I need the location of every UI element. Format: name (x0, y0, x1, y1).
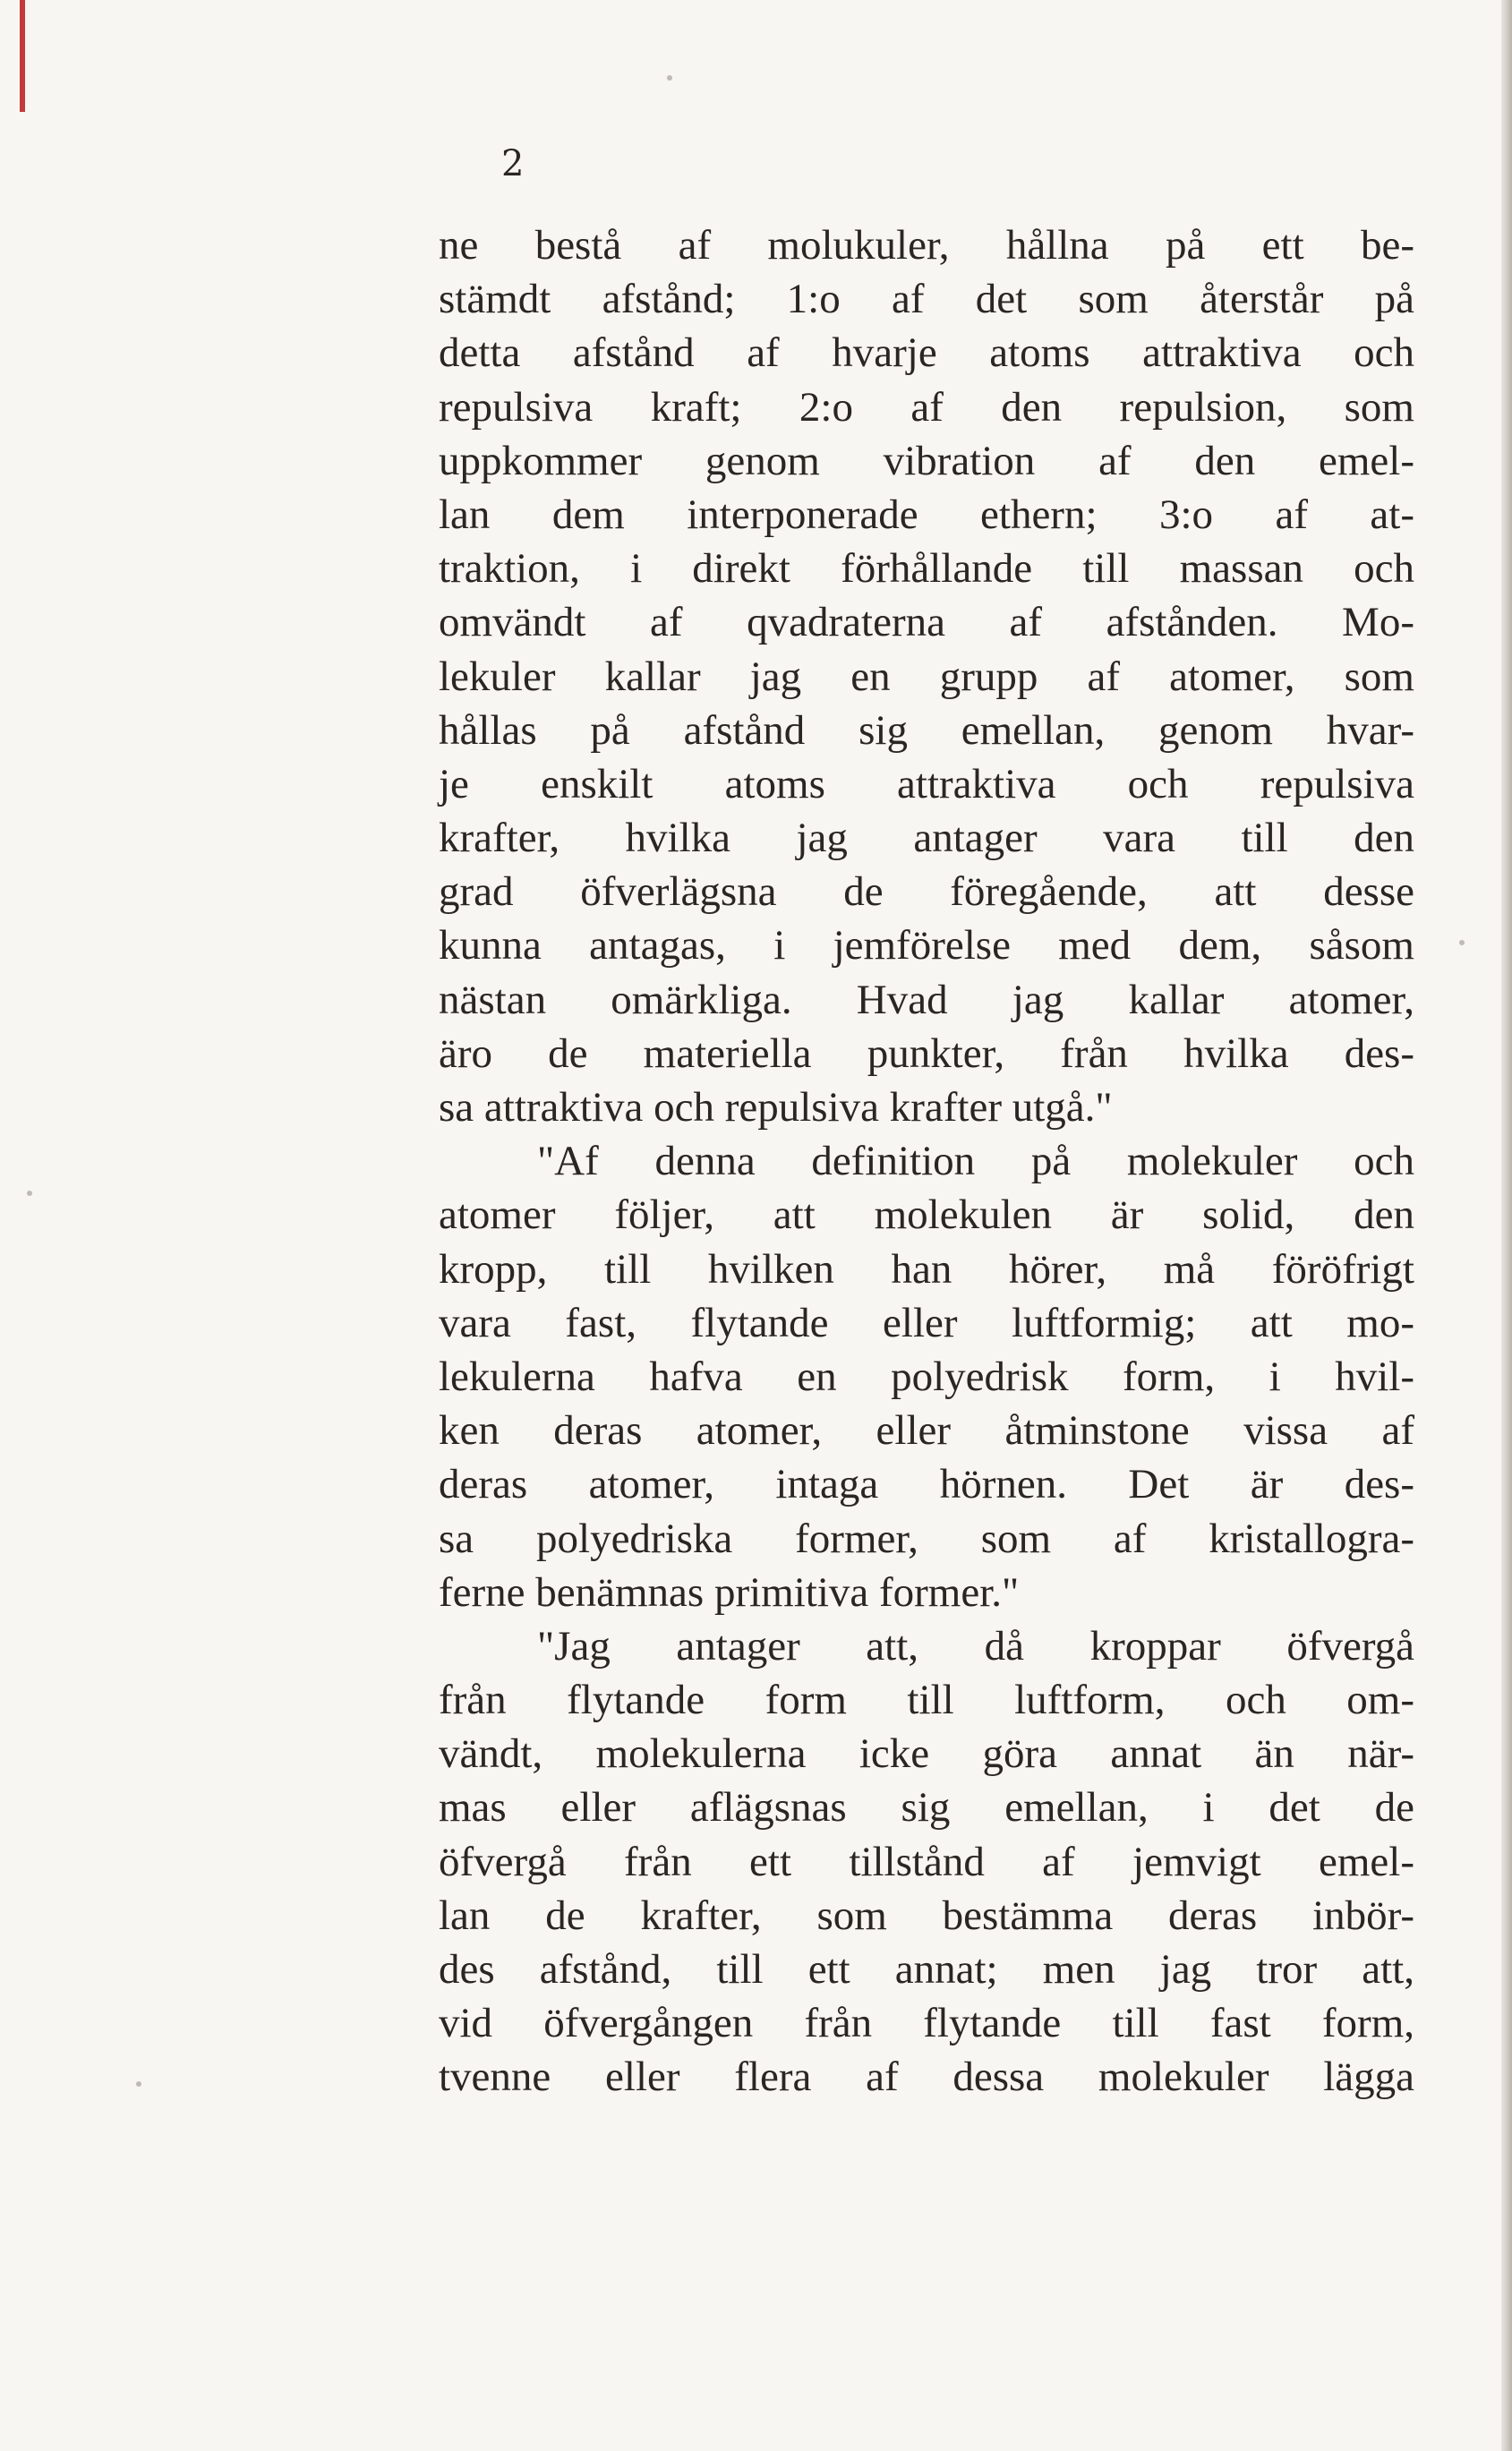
text-line: stämdt afstånd; 1:o af det som återstår på (439, 276, 1414, 323)
text-line: grad öfverlägsna de föregående, att desse (439, 868, 1414, 916)
paper-speck (27, 1191, 32, 1196)
text-line: tvenne eller flera af dessa molekuler lägga (439, 2054, 1414, 2101)
text-line: uppkommer genom vibration af den emel- (439, 437, 1414, 484)
text-line: krafter, hvilka jag antager vara till den (439, 815, 1414, 862)
body-text (439, 218, 1414, 2105)
text-line: ferne benämnas primitiva former." (439, 1568, 1020, 1616)
text-line: lekulerna hafva en polyedrisk form, i hvil- (439, 1353, 1414, 1400)
text-line: nästan omärkliga. Hvad jag kallar atomer, (439, 976, 1414, 1023)
text-line: atomer följer, att molekulen är solid, den (439, 1191, 1414, 1239)
margin-rule (20, 0, 25, 112)
paper-speck (667, 75, 672, 81)
text-line: "Af denna definition på molekuler och (537, 1138, 1414, 1185)
text-line: des afstånd, till ett annat; men jag tror att, (439, 1946, 1414, 1993)
text-line: kropp, till hvilken han hörer, må föröfrigt (439, 1245, 1414, 1293)
text-line: äro de materiella punkter, från hvilka des- (439, 1029, 1414, 1077)
paper-speck (1459, 940, 1465, 945)
text-line: ne bestå af molukuler, hållna på ett be- (439, 222, 1414, 269)
text-line: hållas på afstånd sig emellan, genom hvar- (439, 706, 1414, 754)
text-line: vara fast, flytande eller luftformig; att mo- (439, 1299, 1414, 1346)
text-line: repulsiva kraft; 2:o af den repulsion, som (439, 383, 1414, 431)
text-line: je enskilt atoms attraktiva och repulsiva (439, 760, 1414, 807)
text-line: mas eller aflägsnas sig emellan, i det de (439, 1784, 1414, 1832)
page-number: 2 (501, 143, 525, 184)
text-line: sa polyedriska former, som af kristallogra- (439, 1515, 1414, 1562)
text-line: öfvergå från ett tillstånd af jemvigt emel- (439, 1838, 1414, 1885)
text-line: lan de krafter, som bestämma deras inbör- (439, 1892, 1414, 1939)
text-line: vändt, molekulerna icke göra annat än när- (439, 1730, 1414, 1778)
text-line: "Jag antager att, då kroppar öfvergå (537, 1622, 1414, 1670)
text-line: omvändt af qvadraterna af afstånden. Mo- (439, 599, 1414, 646)
text-line: från flytande form till luftform, och om- (439, 1677, 1414, 1724)
page-edge (1501, 0, 1512, 2451)
text-line: detta afstånd af hvarje atoms attraktiva och (439, 329, 1414, 377)
text-line: ken deras atomer, eller åtminstone vissa af (439, 1407, 1414, 1455)
text-line: sa attraktiva och repulsiva krafter utgå." (439, 1084, 1113, 1131)
paper-speck (136, 2081, 141, 2087)
text-line: vid öfvergången från flytande till fast form, (439, 2000, 1414, 2047)
text-line: traktion, i direkt förhållande till massan och (439, 545, 1414, 593)
text-line: kunna antagas, i jemförelse med dem, såsom (439, 922, 1414, 969)
text-line: deras atomer, intaga hörnen. Det är des- (439, 1461, 1414, 1508)
text-line: lan dem interponerade ethern; 3:o af at- (439, 491, 1414, 538)
text-line: lekuler kallar jag en grupp af atomer, som (439, 653, 1414, 700)
